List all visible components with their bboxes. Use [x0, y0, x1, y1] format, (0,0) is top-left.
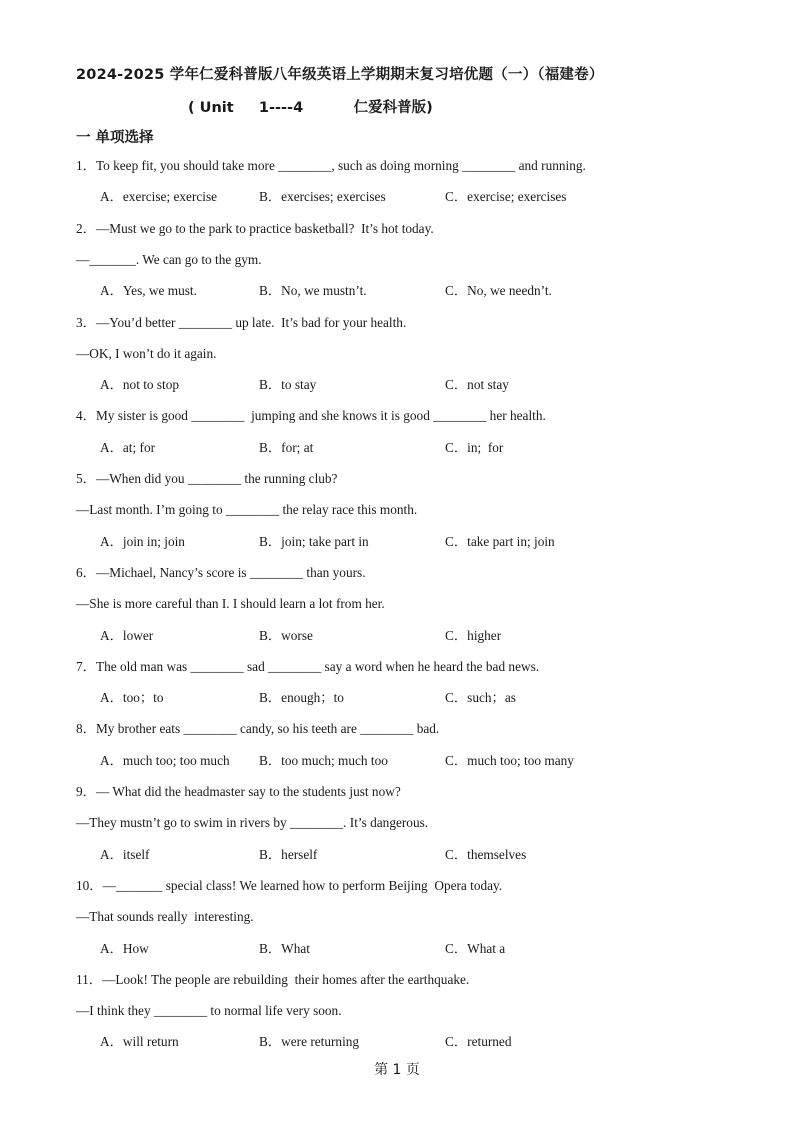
question-stem: 3．—You’d better ________ up late. It’s bad for your health.	[76, 314, 407, 330]
answer-option-b: B．to stay	[259, 377, 317, 393]
answer-option-b: B．worse	[259, 627, 313, 643]
answer-option-a: A．itself	[100, 846, 150, 862]
answer-option-a: A．lower	[100, 627, 154, 643]
answer-option-c: C．No, we needn’t.	[445, 283, 552, 299]
answer-option-b: B．join; take part in	[259, 533, 369, 549]
answer-option-a: A．at; for	[100, 439, 156, 455]
answer-option-a: A．too；to	[100, 690, 164, 706]
question-stem: 10．—_______ special class! We learned how to perform Beijing Opera today.	[76, 877, 503, 893]
answer-option-c: C．What a	[445, 940, 506, 956]
document-title: 2024-2025 学年仁爱科普版八年级英语上学期期末复习培优题（一）（福建卷）	[76, 67, 604, 83]
question-dialogue-line: —OK, I won’t do it again.	[76, 345, 217, 361]
question-stem: 1．To keep fit, you should take more ________, such as doing morning ________ and running.	[76, 158, 586, 173]
question-stem: 9．— What did the headmaster say to the students just now?	[76, 784, 401, 799]
answer-option-a: A．exercise; exercise	[100, 189, 218, 205]
answer-option-a: A．join in; join	[100, 533, 185, 549]
question-dialogue-line: —I think they ________ to normal life very soon.	[76, 1003, 342, 1019]
question-stem: 6．—Michael, Nancy’s score is ________ than yours.	[76, 564, 366, 580]
answer-option-c: C．take part in; join	[445, 533, 555, 549]
question-stem: 5．—When did you ________ the running club?	[76, 471, 338, 486]
question-dialogue-line: —Last month. I’m going to ________ the relay race this month.	[76, 502, 418, 518]
document-subtitle: ( Unit 1----4 仁爱科普版)	[188, 100, 433, 116]
question-stem: 4．My sister is good ________ jumping and she knows it is good ________ her health.	[76, 408, 546, 424]
answer-option-b: B．No, we mustn’t.	[259, 283, 367, 299]
answer-option-b: B．too much; much too	[259, 752, 388, 768]
answer-option-b: B．were returning	[259, 1034, 360, 1050]
page-number: 第 1 页	[374, 1062, 420, 1078]
question-dialogue-line: —She is more careful than I. I should learn a lot from her.	[76, 596, 385, 612]
section-heading: 一 单项选择	[76, 130, 154, 146]
answer-option-c: C．much too; too many	[445, 752, 574, 768]
answer-option-c: C．higher	[445, 627, 502, 643]
answer-option-c: C．in; for	[445, 439, 504, 455]
answer-option-c: C．not stay	[445, 377, 509, 393]
question-dialogue-line: —That sounds really interesting.	[76, 909, 254, 925]
answer-option-c: C．themselves	[445, 846, 527, 862]
question-stem: 8．My brother eats ________ candy, so his teeth are ________ bad.	[76, 721, 440, 737]
question-stem: 11．—Look! The people are rebuilding their homes after the earthquake.	[76, 971, 470, 987]
answer-option-c: C．such；as	[445, 690, 516, 706]
answer-option-a: A．not to stop	[100, 377, 180, 393]
answer-option-b: B．What	[259, 940, 310, 956]
answer-option-a: A．Yes, we must.	[100, 283, 197, 299]
answer-option-a: A．will return	[100, 1034, 179, 1050]
answer-option-c: C．returned	[445, 1034, 512, 1050]
answer-option-b: B．for; at	[259, 439, 314, 455]
answer-option-a: A．much too; too much	[100, 752, 230, 768]
question-stem: 7．The old man was ________ sad ________ say a word when he heard the bad news.	[76, 658, 540, 674]
answer-option-c: C．exercise; exercises	[445, 189, 567, 205]
answer-option-a: A．How	[100, 940, 149, 956]
question-stem: 2．—Must we go to the park to practice basketball? It’s hot today.	[76, 220, 434, 236]
answer-option-b: B．exercises; exercises	[259, 189, 386, 205]
question-dialogue-line: —_______. We can go to the gym.	[76, 251, 262, 267]
question-dialogue-line: —They mustn’t go to swim in rivers by ________. It’s dangerous.	[76, 815, 429, 831]
answer-option-b: B．enough；to	[259, 690, 344, 706]
answer-option-b: B．herself	[259, 846, 318, 862]
